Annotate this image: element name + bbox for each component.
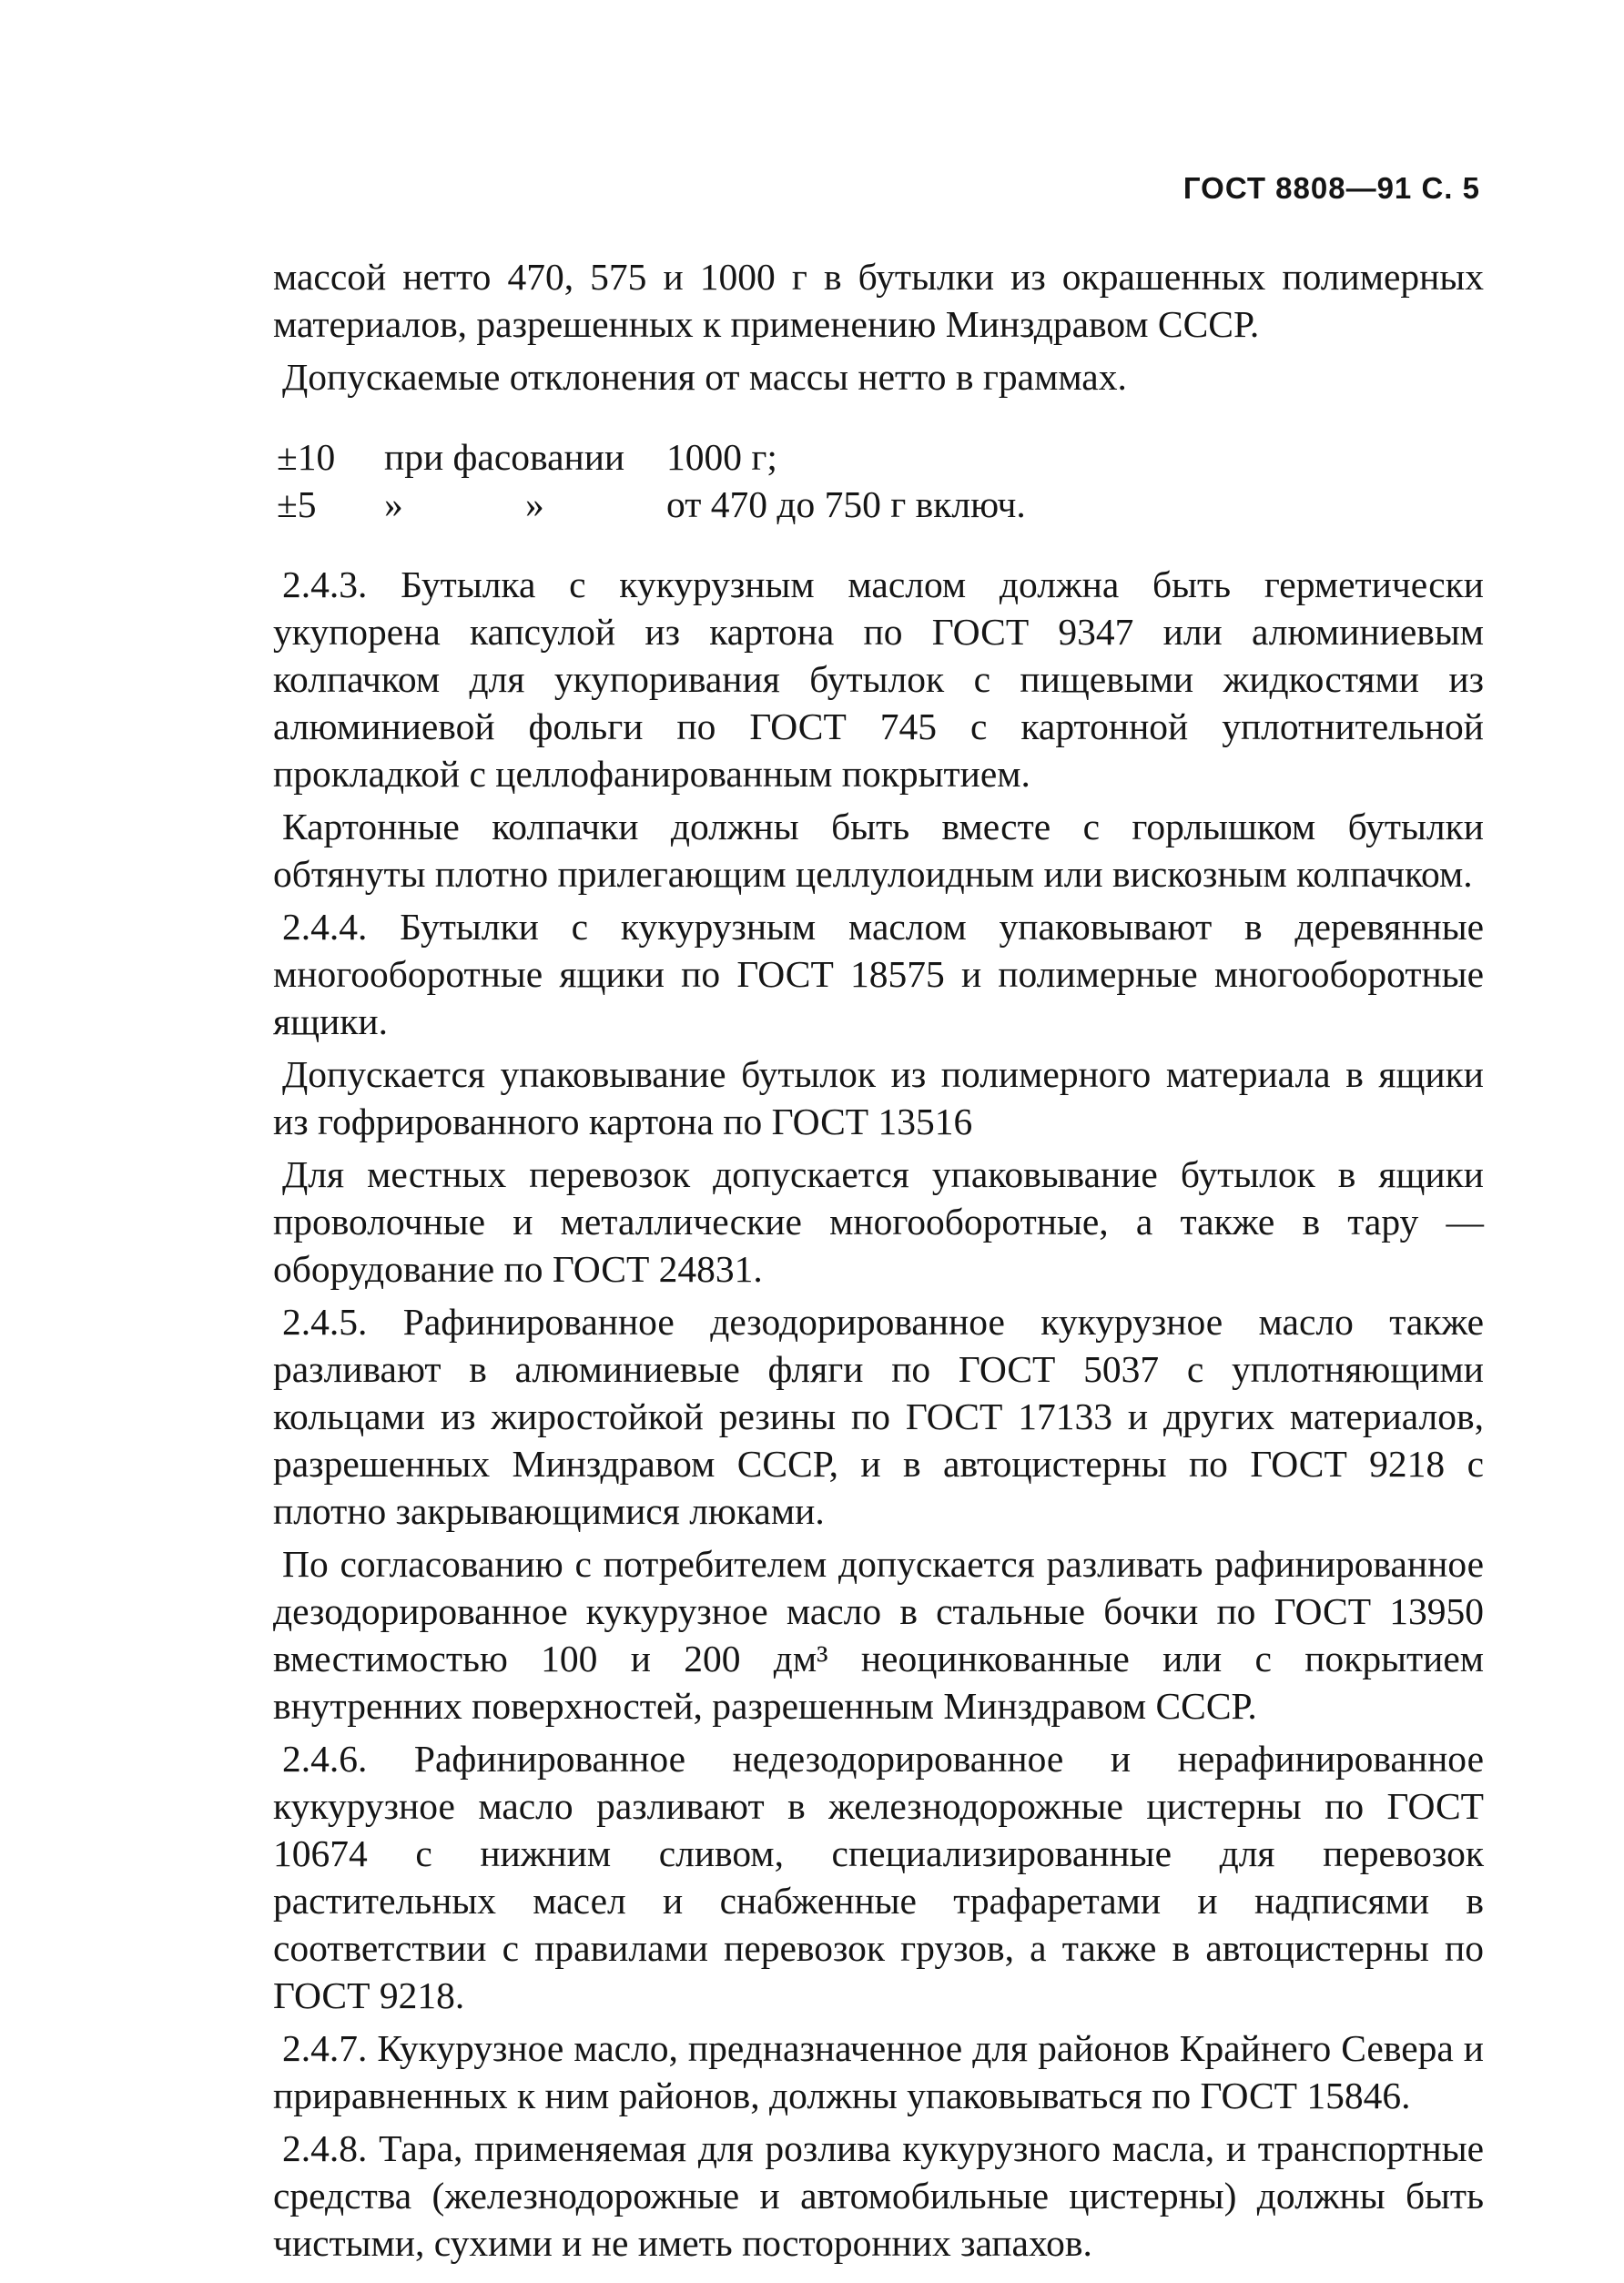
tolerance-row xyxy=(273,433,1484,481)
tolerance-list xyxy=(273,433,1484,528)
paragraph-tolerance-intro: Допускаемые отклонения от массы нетто в граммах. xyxy=(282,356,1127,398)
page-number: С. 5 xyxy=(1421,171,1480,205)
section-2-4-5: 2.4.5. Рафинированное дезодорированное кукурузное масло также разливают в алюминиевые фляги по ГОСТ 5037 с уплотняющими кольцами из жиростойкой резины по ГОСТ 17133 и других материалов, разрешенных Минздравом СССР, и в автоцистерны по ГОСТ 9218 с плотно закрывающимися люками. xyxy=(273,1301,1484,1532)
section-2-4-8: 2.4.8. Тара, применяемая для розлива кукурузного масла, и транспортные средства (железнодорожные и автомобильные цистерны) должны быть чистыми, сухими и не иметь посторонних запахов. xyxy=(273,2127,1484,2264)
paragraph-steel-barrels: По согласованию с потребителем допускается разливать рафинированное дезодорированное кукурузное масло в стальные бочки по ГОСТ 13950 вместимостью 100 и 200 дм³ неоцинкованные или с покрытием внутренних поверхностей, разрешенным Минздравом СССР. xyxy=(273,1543,1484,1727)
document-body xyxy=(273,253,1484,2272)
tolerance-range: 1000 г; xyxy=(666,436,777,478)
section-2-4-3: 2.4.3. Бутылка с кукурузным маслом должна быть герметически укупорена капсулой из картона по ГОСТ 9347 или алюминиевым колпачком для укупоривания бутылок с пищевыми жидкостями из алюминиевой фольги по ГОСТ 745 с картонной уплотнительной прокладкой с целлофанированным покрытием. xyxy=(273,563,1484,795)
section-2-4-7: 2.4.7. Кукурузное масло, предназначенное для районов Крайнего Севера и приравненных к ним районов, должны упаковываться по ГОСТ 15846. xyxy=(273,2027,1484,2116)
ditto-mark: » xyxy=(525,483,544,525)
ditto-mark: » xyxy=(384,483,403,525)
section-2-4-4: 2.4.4. Бутылки с кукурузным маслом упаковывают в деревянные многооборотные ящики по ГОСТ 18575 и полимерные многооборотные ящики. xyxy=(273,906,1484,1042)
paragraph-cardboard-boxes: Допускается упаковывание бутылок из полимерного материала в ящики из гофрированного картона по ГОСТ 13516 xyxy=(273,1053,1484,1142)
tolerance-value: ±10 xyxy=(277,436,336,478)
paragraph-continuation: массой нетто 470, 575 и 1000 г в бутылки из окрашенных полимерных материалов, разрешенных к применению Минздравом СССР. xyxy=(273,256,1484,345)
section-2-4-6: 2.4.6. Рафинированное недезодорированное и нерафинированное кукурузное масло разливают в железнодорожные цистерны по ГОСТ 10674 с нижним сливом, специализированные для перевозок растительных масел и снабженные трафаретами и надписями в соответствии с правилами перевозок грузов, а также в автоцистерны по ГОСТ 9218. xyxy=(273,1738,1484,2016)
tolerance-condition: при фасовании xyxy=(384,436,625,478)
tolerance-range: от 470 до 750 г включ. xyxy=(666,483,1026,525)
standard-number: ГОСТ 8808—91 xyxy=(1182,171,1413,205)
tolerance-row xyxy=(273,481,1484,528)
paragraph-local-transport: Для местных перевозок допускается упаковывание бутылок в ящики проволочные и металлические многооборотные, а также в тару — оборудование по ГОСТ 24831. xyxy=(273,1153,1484,1290)
page-header xyxy=(1183,171,1480,206)
tolerance-value: ±5 xyxy=(277,483,317,525)
paragraph-caps: Картонные колпачки должны быть вместе с горлышком бутылки обтянуты плотно прилегающим целлулоидным или вискозным колпачком. xyxy=(273,806,1484,895)
